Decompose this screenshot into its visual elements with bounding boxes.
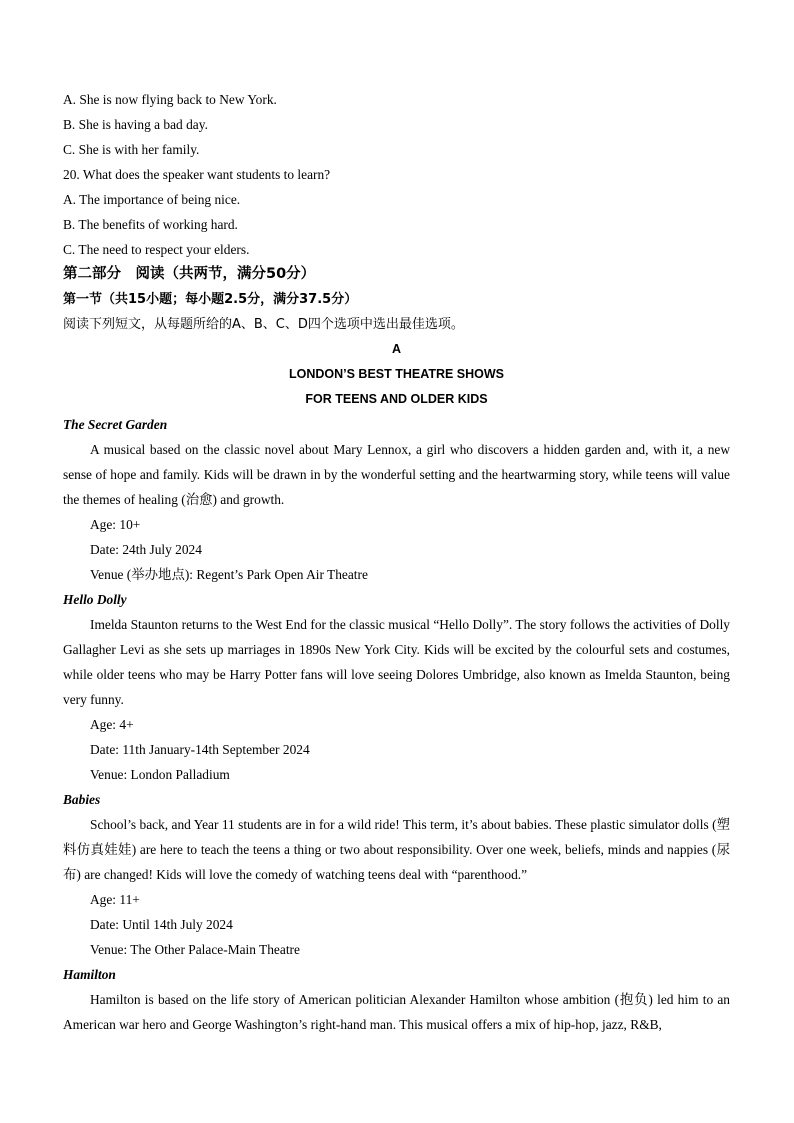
exam-page (63, 87, 730, 1037)
show-age-secret-garden: Age: 10+ (90, 517, 141, 532)
show-venue-babies: Venue: The Other Palace-Main Theatre (90, 942, 300, 957)
show-date-hello-dolly: Date: 11th January-14th September 2024 (90, 742, 310, 757)
passage-letter: A (391, 342, 402, 356)
show-title-hamilton: Hamilton (63, 967, 116, 982)
option-19b: B. She is having a bad day. (63, 117, 208, 132)
show-date-babies: Date: Until 14th July 2024 (90, 917, 233, 932)
show-date-secret-garden: Date: 24th July 2024 (90, 542, 202, 557)
show-description-hello-dolly: Imelda Staunton returns to the West End for the classic musical “Hello Dolly”. The story follows the activities of Dolly Gallagher Levi as she sets up marriages in 1890s New York City. Kids will be excited by the colourful sets and costumes, while older teens who may be Harry Potter fans will love seeing Dolores Umbridge, also known as Imelda Staunton, being very funny. (63, 617, 730, 707)
question-20: 20. What does the speaker want students to learn? (63, 167, 331, 182)
option-19a: A. She is now flying back to New York. (63, 92, 277, 107)
option-20c: C. The need to respect your elders. (63, 242, 250, 257)
option-20b: B. The benefits of working hard. (63, 217, 238, 232)
reading-instruction: 阅读下列短文，从每题所给的A、B、C、D四个选项中选出最佳选项。 (63, 317, 464, 332)
section1-title: 第一节（共15小题；每小题2.5分，满分37.5分） (63, 292, 358, 307)
passage-title-line1: LONDON’S BEST THEATRE SHOWS (288, 367, 505, 381)
option-19c: C. She is with her family. (63, 142, 200, 157)
show-age-babies: Age: 11+ (90, 892, 140, 907)
show-description-hamilton: Hamilton is based on the life story of American politician Alexander Hamilton whose ambition (抱负) led him to an American war hero and George Washington’s right-hand man. This musical offers a mix of hip-hop, jazz, R&B, (63, 992, 730, 1032)
show-title-secret-garden: The Secret Garden (63, 417, 168, 432)
show-title-babies: Babies (63, 792, 101, 807)
option-20a: A. The importance of being nice. (63, 192, 241, 207)
show-description-babies: School’s back, and Year 11 students are in for a wild ride! This term, it’s about babies. These plastic simulator dolls (塑料仿真娃娃) are here to teach the teens a thing or two about responsibility. Over one week, beliefs, minds and nappies (尿布) are changed! Kids will love the comedy of watching teens deal with “parenthood.” (63, 817, 730, 882)
show-venue-hello-dolly: Venue: London Palladium (90, 767, 230, 782)
part2-title: 第二部分 阅读（共两节，满分50分） (63, 266, 316, 282)
show-venue-secret-garden: Venue (举办地点): Regent’s Park Open Air Theatre (90, 567, 368, 582)
show-description-secret-garden: A musical based on the classic novel about Mary Lennox, a girl who discovers a hidden garden and, with it, a new sense of hope and family. Kids will be drawn in by the wonderful setting and the heartwarming story, while teens will value the themes of healing (治愈) and growth. (63, 442, 730, 507)
passage-title-line2: FOR TEENS AND OLDER KIDS (305, 392, 488, 406)
show-title-hello-dolly: Hello Dolly (63, 592, 127, 607)
show-age-hello-dolly: Age: 4+ (90, 717, 134, 732)
